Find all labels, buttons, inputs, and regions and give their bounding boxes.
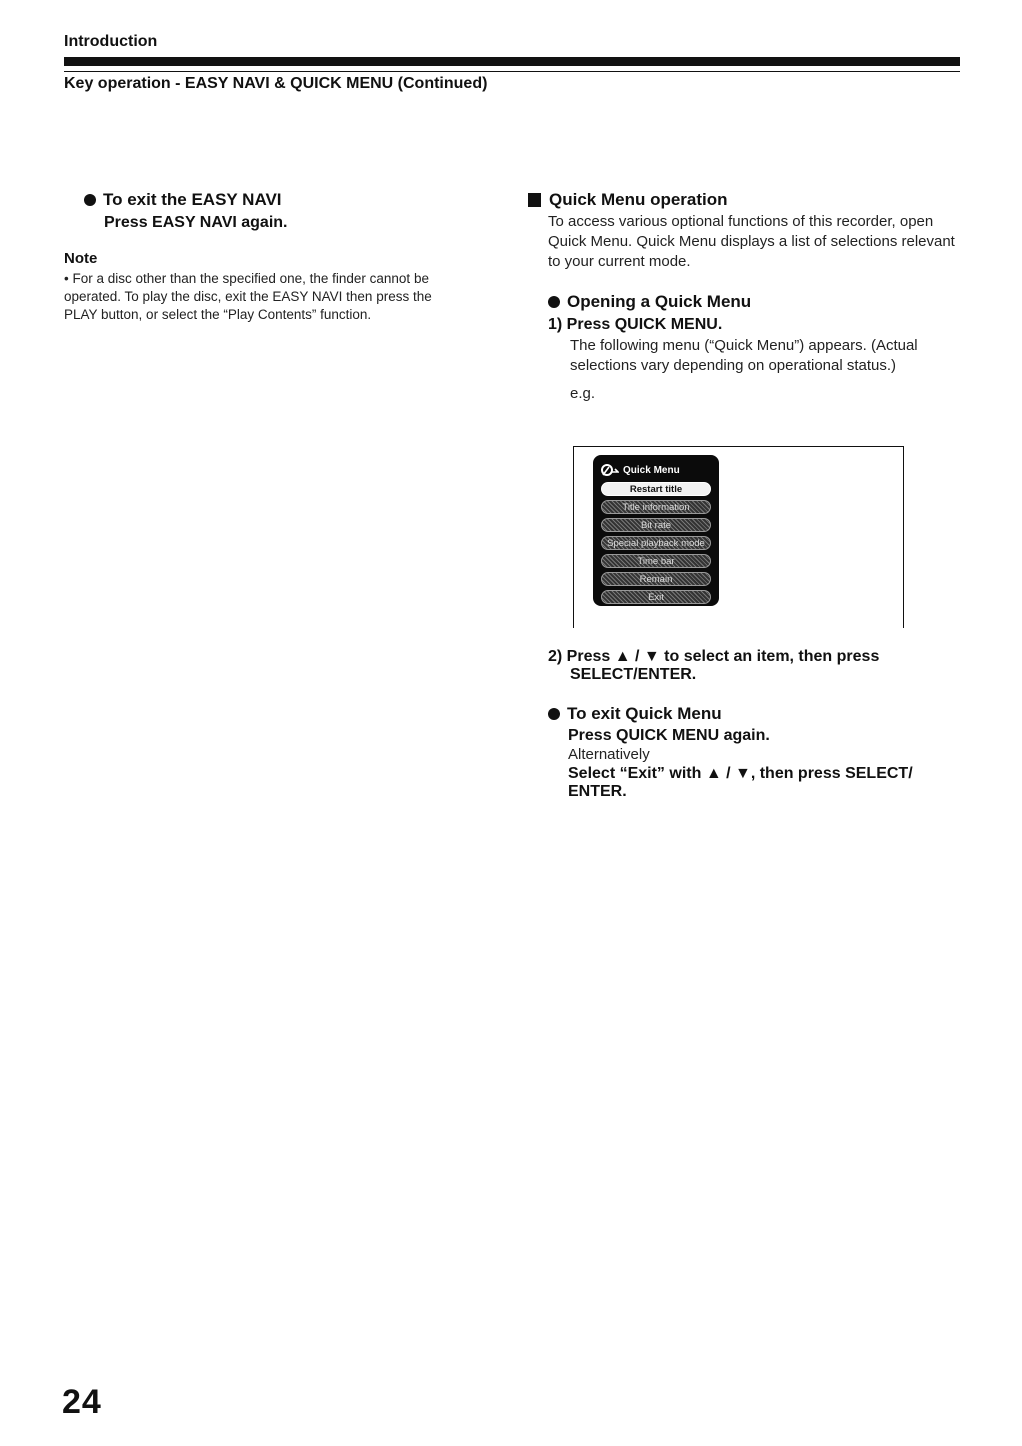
quick-menu-operation-heading [528,190,968,210]
step-2-line-1: 2) Press ▲ / ▼ to select an item, then press [548,648,880,665]
exit-alt-line-1: Select “Exit” with ▲ / ▼, then press SELECT/ [568,765,913,782]
section-label: Introduction [64,33,158,50]
header-thin-rule [64,71,960,72]
page-number: 24 [62,1383,102,1421]
page-subtitle: Key operation - EASY NAVI & QUICK MENU (Continued) [64,75,488,92]
step-2-line-2: SELECT/ENTER. [570,666,697,683]
step-1: 1) Press QUICK MENU. [548,316,723,333]
quick-menu-item[interactable]: Time bar [601,554,711,568]
exit-quick-menu-heading [548,704,968,724]
exit-easy-navi-heading [84,190,484,210]
quick-menu-item[interactable]: Title information [601,500,711,514]
note-title: Note [64,250,98,267]
exit-alt-line-2: ENTER. [568,783,627,800]
quick-menu-item[interactable]: Special playback mode [601,536,711,550]
right-column [528,190,968,404]
example-label: e.g. [570,385,596,402]
note-text: • For a disc other than the specified one, the finder cannot be operated. To play the disc, exit the EASY NAVI then press the PLAY button, or select the “Play Contents” function. [64,271,432,322]
quick-menu-item[interactable]: Bit rate [601,518,711,532]
left-column [64,190,484,324]
exit-easy-navi-heading-text: To exit the EASY NAVI [103,190,282,209]
quick-menu-item[interactable]: Remain [601,572,711,586]
quick-menu-operation-heading-text: Quick Menu operation [549,190,728,209]
quick-menu-item[interactable]: Exit [601,590,711,604]
quick-menu-screen [593,455,719,606]
bullet-icon [548,296,560,308]
quick-menu-title: Quick Menu [623,464,680,476]
quick-menu-logo-icon [601,463,619,477]
quick-menu-header [601,461,711,479]
right-column-lower [548,648,968,801]
opening-quick-menu-heading-text: Opening a Quick Menu [567,292,752,311]
quick-menu-item[interactable]: Restart title [601,482,711,496]
exit-easy-navi-instruction: Press EASY NAVI again. [104,214,288,231]
quick-menu-intro: To access various optional functions of this recorder, open Quick Menu. Quick Menu displays a list of selections relevant to your current mode. [548,213,955,270]
square-bullet-icon [528,193,541,207]
exit-quick-menu-heading-text: To exit Quick Menu [567,704,722,723]
opening-quick-menu-heading [548,292,968,312]
header-thick-rule [64,57,960,66]
step-1-description: The following menu (“Quick Menu”) appears. (Actual selections vary depending on operational status.) [570,337,918,374]
bullet-icon [84,194,96,206]
exit-quick-menu-instruction: Press QUICK MENU again. [568,727,770,744]
quick-menu-figure [573,446,904,628]
bullet-icon [548,708,560,720]
alternatively-text: Alternatively [568,746,650,763]
